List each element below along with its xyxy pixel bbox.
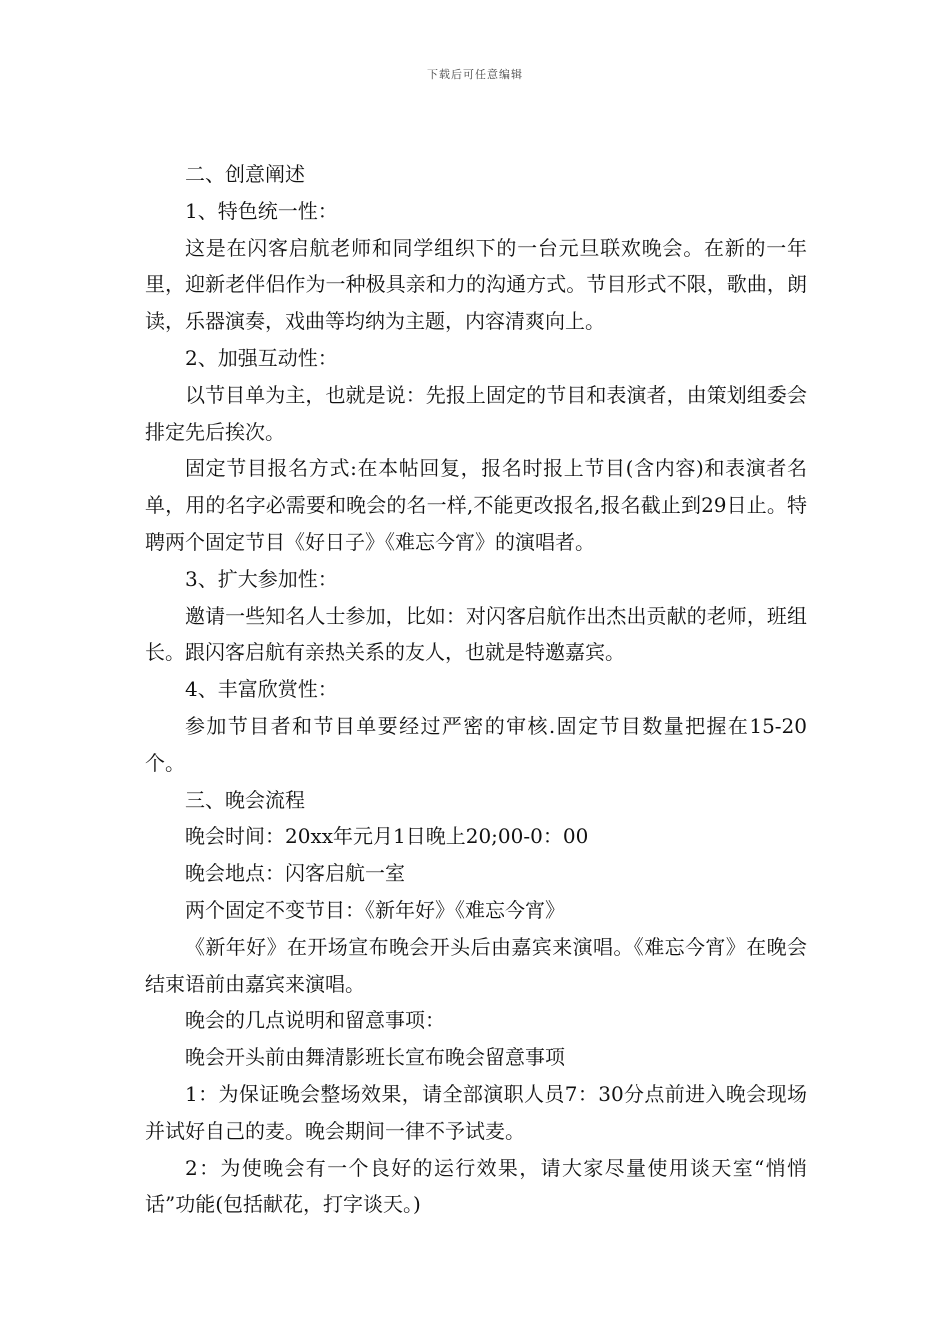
notes-intro: 晚会开头前由舞清影班长宣布晚会留意事项 [185, 1045, 565, 1070]
note-item-2: 2：为使晚会有一个良好的运行效果，请大家尽量使用谈天室“悄悄话”功能(包括献花，打字谈天。) [145, 1155, 807, 1217]
document-body [145, 156, 807, 1223]
event-time: 晚会时间：20xx年元月1日晚上20;00-0：00 [185, 824, 589, 849]
section-heading-flow: 三、晚会流程 [185, 787, 305, 812]
event-location: 晚会地点：闪客启航一室 [185, 861, 405, 886]
paragraph-participation: 邀请一些知名人士参加，比如：对闪客启航作出杰出贡献的老师，班组长。跟闪客启航有亲热关系的友人，也就是特邀嘉宾。 [145, 603, 807, 665]
header-note: 下载后可任意编辑 [427, 68, 523, 81]
section-heading-creative: 二、创意阐述 [185, 162, 305, 186]
fixed-programs: 两个固定不变节目：《新年好》《难忘今宵》 [185, 897, 565, 922]
notes-heading: 晚会的几点说明和留意事项： [185, 1008, 445, 1033]
subheading-appreciation: 4、丰富欣赏性： [185, 677, 338, 702]
note-item-1: 1：为保证晚会整场效果，请全部演职人员7：30分点前进入晚会现场并试好自己的麦。晚会期间一律不予试麦。 [145, 1081, 807, 1143]
paragraph-appreciation: 参加节目者和节目单要经过严密的审核.固定节目数量把握在15-20个。 [145, 713, 807, 775]
paragraph-registration: 固定节目报名方式:在本帖回复，报名时报上节目(含内容)和表演者名单，用的名字必需要和晚会的名一样,不能更改报名,报名截止到29日止。特聘两个固定节目《好日子》《难忘今宵》的演唱者。 [145, 456, 807, 554]
paragraph-interaction: 以节目单为主，也就是说：先报上固定的节目和表演者，由策划组委会排定先后挨次。 [145, 382, 807, 444]
paragraph-programs-detail: 《新年好》在开场宣布晚会开头后由嘉宾来演唱。《难忘今宵》在晚会结束语前由嘉宾来演唱。 [145, 934, 807, 996]
paragraph-unity: 这是在闪客启航老师和同学组织下的一台元旦联欢晚会。在新的一年里，迎新老伴侣作为一种极具亲和力的沟通方式。节目形式不限，歌曲，朗读，乐器演奏，戏曲等均纳为主题，内容清爽向上。 [145, 235, 807, 334]
subheading-participation: 3、扩大参加性： [185, 566, 338, 591]
subheading-interaction: 2、加强互动性： [185, 345, 338, 370]
subheading-unity: 1、特色统一性： [185, 198, 338, 223]
